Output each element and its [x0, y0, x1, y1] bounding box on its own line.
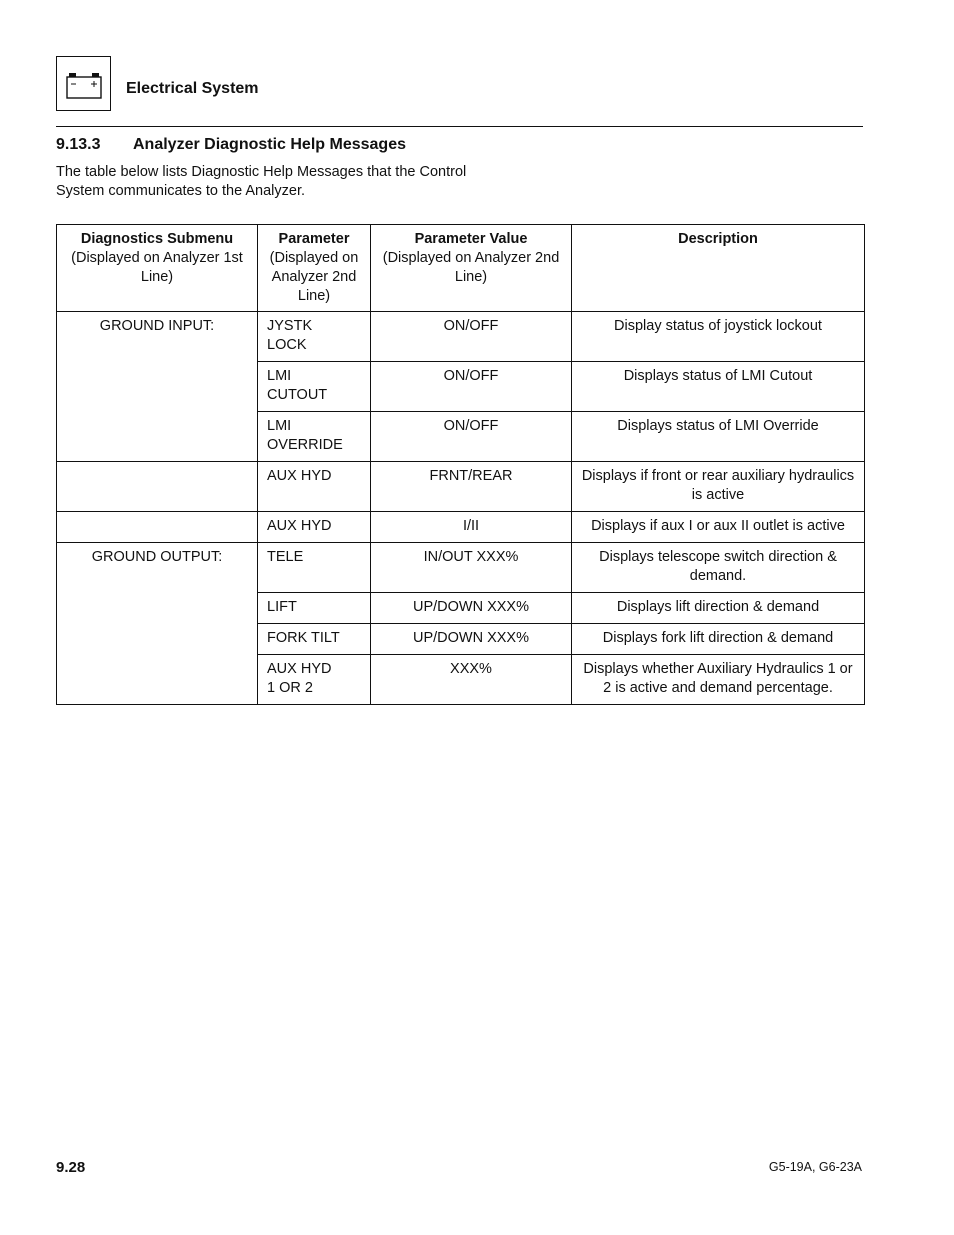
submenu-cell: [57, 512, 258, 543]
table-row: [57, 312, 865, 362]
submenu-cell: GROUND OUTPUT:: [57, 543, 258, 705]
value-cell: I/II: [371, 512, 572, 543]
table-header-row: [57, 225, 865, 312]
battery-icon: [66, 71, 102, 99]
table-row: [57, 543, 865, 593]
parameter-cell: TELE: [258, 543, 371, 593]
submenu-cell: [57, 462, 258, 512]
description-cell: Displays if aux I or aux II outlet is active: [572, 512, 865, 543]
value-cell: ON/OFF: [371, 312, 572, 362]
table-row: [57, 462, 865, 512]
column-header: Parameter (Displayed on Analyzer 2nd Line): [258, 225, 371, 312]
parameter-cell: AUX HYD: [258, 512, 371, 543]
page-number: 9.28: [56, 1159, 86, 1176]
section-icon-box: [56, 56, 111, 111]
section-title: Electrical System: [126, 80, 259, 97]
column-header: Description: [572, 225, 865, 312]
submenu-cell: GROUND INPUT:: [57, 312, 258, 462]
value-cell: IN/OUT XXX%: [371, 543, 572, 593]
parameter-cell: JYSTK LOCK: [258, 312, 371, 362]
value-cell: XXX%: [371, 655, 572, 705]
header-divider: [56, 126, 863, 127]
parameter-cell: AUX HYD 1 OR 2: [258, 655, 371, 705]
value-cell: FRNT/REAR: [371, 462, 572, 512]
parameter-cell: LMI OVERRIDE: [258, 412, 371, 462]
description-cell: Displays lift direction & demand: [572, 593, 865, 624]
parameter-cell: AUX HYD: [258, 462, 371, 512]
diagnostic-messages-table: [56, 224, 865, 705]
value-cell: UP/DOWN XXX%: [371, 624, 572, 655]
intro-paragraph: The table below lists Diagnostic Help Messages that the Control System communicates to the Analyzer.: [56, 164, 467, 199]
parameter-cell: LMI CUTOUT: [258, 362, 371, 412]
description-cell: Displays whether Auxiliary Hydraulics 1 or 2 is active and demand percentage.: [572, 655, 865, 705]
parameter-cell: FORK TILT: [258, 624, 371, 655]
description-cell: Displays if front or rear auxiliary hydraulics is active: [572, 462, 865, 512]
table-row: [57, 512, 865, 543]
description-cell: Displays telescope switch direction & demand.: [572, 543, 865, 593]
column-header: Diagnostics Submenu (Displayed on Analyzer 1st Line): [57, 225, 258, 312]
description-cell: Displays fork lift direction & demand: [572, 624, 865, 655]
model-label: G5-19A, G6-23A: [768, 1160, 862, 1174]
description-cell: Displays status of LMI Cutout: [572, 362, 865, 412]
value-cell: ON/OFF: [371, 412, 572, 462]
description-cell: Displays status of LMI Override: [572, 412, 865, 462]
parameter-cell: LIFT: [258, 593, 371, 624]
heading-number: 9.13.3: [56, 136, 101, 153]
description-cell: Display status of joystick lockout: [572, 312, 865, 362]
heading-title: Analyzer Diagnostic Help Messages: [133, 136, 406, 153]
column-header: Parameter Value (Displayed on Analyzer 2nd Line): [371, 225, 572, 312]
page-heading: [56, 136, 406, 154]
value-cell: ON/OFF: [371, 362, 572, 412]
value-cell: UP/DOWN XXX%: [371, 593, 572, 624]
